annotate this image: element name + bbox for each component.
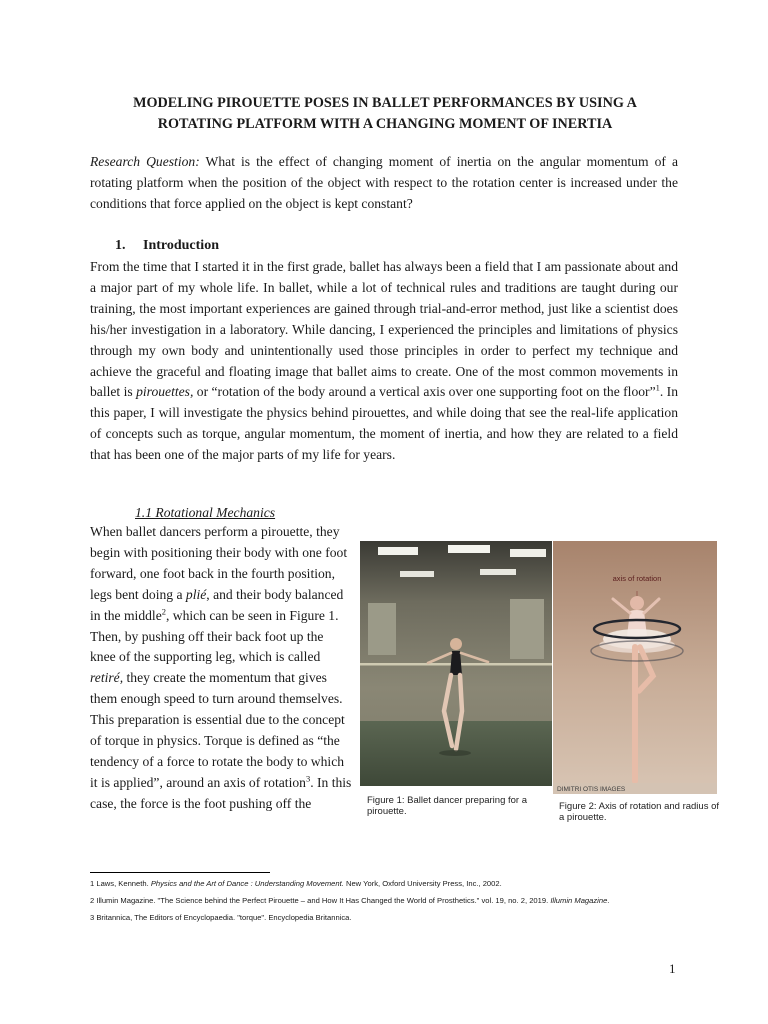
section-heading-introduction bbox=[115, 236, 219, 256]
footnote-2-number: 2 bbox=[90, 896, 95, 905]
rot-italic-retire: retiré, bbox=[90, 670, 124, 686]
section-number: 1. bbox=[115, 238, 126, 253]
intro-text-3: . In this paper, I will investigate the physics behind pirouettes, and while doing that see the real-life application of concepts such as torque, angular momentum, the moment of inertia, and how they are related to a field that has been one of the major parts of my life for years. bbox=[90, 384, 679, 463]
rot-italic-plie: plié bbox=[185, 586, 207, 602]
rotational-mechanics-paragraph bbox=[90, 522, 352, 815]
figure-1-caption: Figure 1: Ballet dancer preparing for a pirouette. bbox=[367, 795, 528, 817]
title-line-2: ROTATING PLATFORM WITH A CHANGING MOMENT OF INERTIA bbox=[157, 116, 613, 132]
footnote-2-text-b: . bbox=[607, 896, 610, 905]
rot-text-a: When ballet dancers perform a pirouette, they begin with positioning their body with one foot forward, one foot back in the fourth position, legs bent doing a bbox=[90, 524, 348, 602]
intro-text-2: or “rotation of the body around a vertical axis over one supporting foot on the floor” bbox=[193, 384, 656, 400]
page-number: 1 bbox=[669, 961, 676, 976]
intro-text-1: From the time that I started it in the first grade, ballet has always been a field that I am passionate about and a major part of my whole life. In ballet, while a lot of technical rules and traditions are taught during our training, the most important experiences are gained through trial-and-error method, just like a scientist does his/her investigation in a laboratory. While dancing, I experienced the principles and limitations of physics through my own body and unintentionally used those principles in order to perfect my technique and achieve the graceful and floating image that ballet aims to create. One of the most common movements in ballet is bbox=[90, 259, 678, 400]
footnote-separator bbox=[90, 872, 270, 873]
footnote-1-number: 1 bbox=[90, 879, 95, 888]
footnote-ref-2: 2 bbox=[161, 606, 166, 617]
figure-1-photo bbox=[360, 541, 552, 786]
figure-2-caption: Figure 2: Axis of rotation and radius of a pirouette. bbox=[559, 801, 720, 823]
intro-italic-term: pirouettes, bbox=[136, 384, 194, 400]
footnote-3-text: Britannica, The Editors of Encyclopaedia. "torque". Encyclopedia Britannica. bbox=[94, 913, 352, 922]
footnote-1-italic: Physics and the Art of Dance : Understanding Movement. bbox=[150, 879, 344, 888]
introduction-paragraph bbox=[90, 257, 678, 466]
footnote-2-italic: Illumin Magazine bbox=[550, 896, 608, 905]
footnote-1-text-b: New York, Oxford University Press, Inc., 2002. bbox=[343, 879, 502, 888]
footnote-2-text-a: Illumin Magazine. "The Science behind the Perfect Pirouette – and How It Has Changed the World of Prosthetics." vol. 19, no. 2, 2019. bbox=[94, 896, 551, 905]
research-question-text: What is the effect of changing moment of inertia on the angular momentum of a rotating platform when the position of the object with respect to the rotation center is increased under the conditions that force applied on the object is kept constant? bbox=[90, 154, 678, 211]
footnote-2 bbox=[90, 896, 690, 906]
footnote-1 bbox=[90, 879, 690, 889]
paper-title bbox=[90, 93, 680, 135]
footnote-3-number: 3 bbox=[90, 913, 95, 922]
figure-2-axis-label: axis of rotation bbox=[612, 574, 662, 583]
rot-text-b: , and their body balanced in the middle bbox=[90, 586, 344, 623]
rot-text-d: they create the momentum that gives them enough speed to turn around themselves. This preparation is essential due to the concept of torque in physics. Torque is defined as “the tendency of a force to rotate the body to which it is applied”, around an axis of rotation bbox=[90, 670, 345, 790]
research-question bbox=[90, 152, 678, 215]
title-line-1: MODELING PIROUETTE POSES IN BALLET PERFORMANCES BY USING A bbox=[133, 95, 637, 111]
footnote-1-text-a: Laws, Kenneth. bbox=[94, 879, 151, 888]
footnote-3 bbox=[90, 913, 690, 923]
figure-2-credit: DIMITRI OTIS IMAGES bbox=[557, 786, 626, 793]
subsection-heading: 1.1 Rotational Mechanics bbox=[135, 505, 276, 520]
footnote-ref-3: 3 bbox=[305, 773, 311, 784]
research-question-label: Research Question: bbox=[90, 154, 200, 169]
rot-text-e: . In this case, the force is the foot pushing off the bbox=[90, 774, 352, 811]
figure-2-photo bbox=[553, 541, 717, 794]
footnote-ref-1: 1 bbox=[655, 382, 660, 393]
rot-text-c: , which can be seen in Figure 1. Then, by pushing off their back foot up the knee of the supporting leg, which is called bbox=[90, 607, 339, 665]
section-title: Introduction bbox=[143, 238, 219, 253]
